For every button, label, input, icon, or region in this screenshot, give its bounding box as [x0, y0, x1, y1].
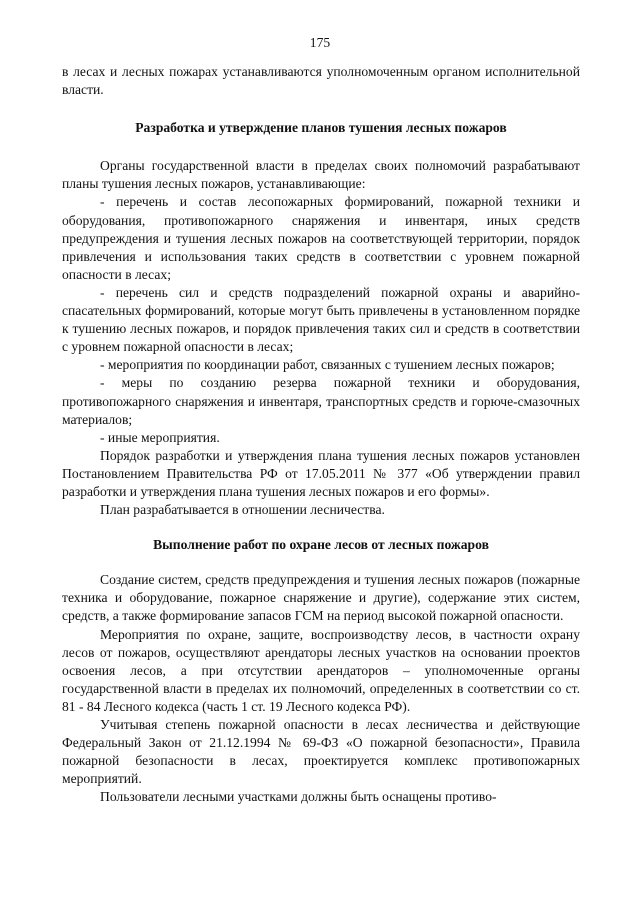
body-paragraph: Мероприятия по охране, защите, воспроизводству лесов, в частности охрану лесов от пожаров, осуществляют арендаторы лесных участков на основании проектов освоения лесов, а при отсутствии арендаторов – уполномоченные органы государственной власти в пределах их полномочий, определенных в соответствии со ст. 81 - 84 Лесного кодекса (часть 1 ст. 19 Лесного кодекса РФ).	[62, 626, 580, 714]
list-item: - мероприятия по координации работ, связанных с тушением лесных пожаров;	[100, 357, 555, 373]
intro-paragraph: в лесах и лесных пожарах устанавливаются уполномоченным органом исполнительной власти.	[62, 64, 580, 98]
section-heading-protection-works: Выполнение работ по охране лесов от лесных пожаров	[153, 537, 489, 553]
order-paragraph: Порядок разработки и утверждения плана тушения лесных пожаров установлен Постановлением Правительства РФ от 17.05.2011 № 377 «Об утверждении правил разработки и утверждения плана тушения лесных пожаров и его формы».	[62, 447, 580, 499]
list-item: - иные мероприятия.	[100, 429, 220, 445]
page-number: 175	[309, 35, 331, 50]
section-heading-fire-plans: Разработка и утверждение планов тушения лесных пожаров	[135, 120, 507, 136]
plans-lead-paragraph: Органы государственной власти в пределах своих полномочий разрабатывают планы тушения лесных пожаров, устанавливающие:	[62, 158, 580, 192]
plan-paragraph: План разрабатывается в отношении лесничества.	[100, 502, 385, 518]
body-paragraph: Создание систем, средств предупреждения и тушения лесных пожаров (пожарные техника и оборудование, пожарное снаряжение и другие), содержание этих систем, средств, а также формирование запасов ГСМ на период высокой пожарной опасности.	[62, 572, 580, 624]
list-item: - перечень и состав лесопожарных формирований, пожарной техники и оборудования, противопожарного снаряжения и инвентаря, иных средств предупреждения и тушения лесных пожаров на соответствующей территории, порядок привлечения и использования таких средств в соответствии с уровнем пожарной опасности в лесах;	[62, 194, 580, 282]
page-content	[62, 63, 580, 806]
list-item: - меры по созданию резерва пожарной техники и оборудования, противопожарного снаряжения и инвентаря, транспортных средств и горюче-смазочных материалов;	[62, 375, 580, 427]
body-paragraph: Учитывая степень пожарной опасности в лесах лесничества и действующие Федеральный Закон от 21.12.1994 № 69-ФЗ «О пожарной безопасности», Правила пожарной безопасности в лесах, проектируется комплекс противопожарных мероприятий.	[62, 717, 580, 787]
body-paragraph: Пользователи лесными участками должны быть оснащены противо-	[100, 789, 497, 805]
list-item: - перечень сил и средств подразделений пожарной охраны и аварийно-спасательных формирований, которые могут быть привлечены в установленном порядке к тушению лесных пожаров, и порядок привлечения таких сил и средств в соответствии с уровнем пожарной опасности в лесах;	[62, 284, 580, 355]
